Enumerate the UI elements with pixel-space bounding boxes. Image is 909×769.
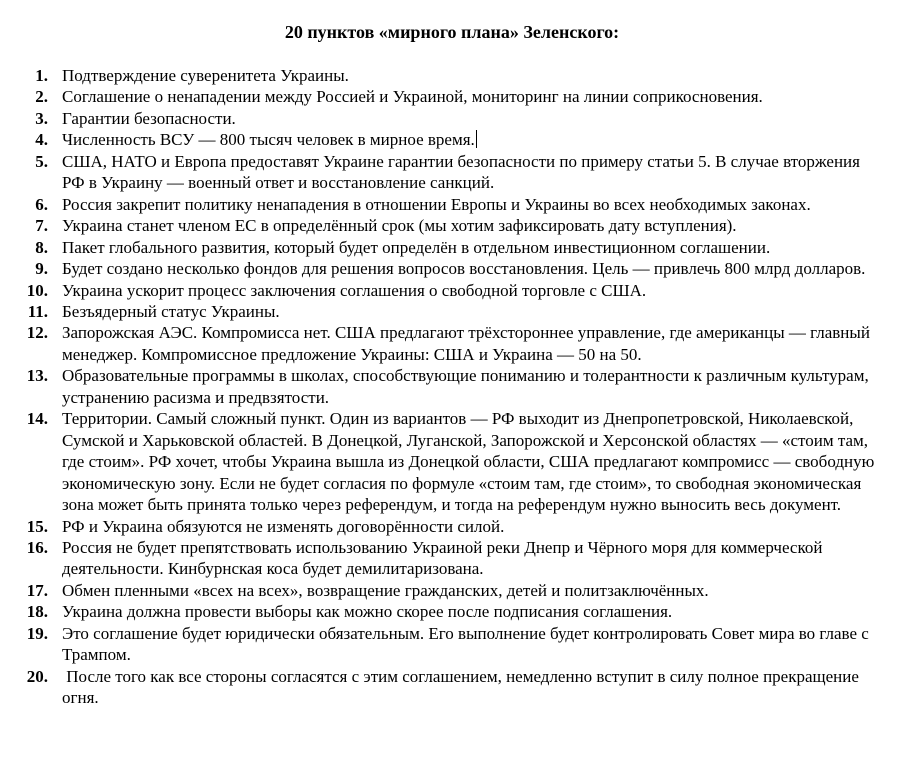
list-item-number: 2. [35,87,48,107]
text-caret [476,130,478,148]
list-item-number: 20. [26,666,48,686]
list-item[interactable] [20,258,884,279]
list-item[interactable] [20,516,884,537]
list-item-number: 7. [35,216,48,236]
list-item[interactable] [20,280,884,301]
list-item-text[interactable]: Безъядерный статус Украины. [62,301,280,321]
list-item[interactable] [20,666,884,709]
list-item[interactable] [20,129,884,150]
list-item-text[interactable]: Будет создано несколько фондов для решения вопросов восстановления. Цель — привлечь 800 млрд долларов. [62,259,866,279]
list-item-number: 8. [35,237,48,257]
list-item-number: 18. [26,602,48,622]
list-item-text[interactable]: Подтверждение суверенитета Украины. [62,66,349,85]
list-item[interactable] [20,537,884,580]
list-item[interactable] [20,601,884,622]
list-item-number: 13. [26,366,48,386]
list-item-number: 9. [35,259,48,279]
list-item[interactable] [20,108,884,129]
list-item-text[interactable]: После того как все стороны согласятся с этим соглашением, немедленно вступит в силу полное прекращение огня. [62,666,859,708]
list-item-text[interactable]: Украина ускорит процесс заключения соглашения о свободной торговле с США. [62,280,647,300]
list-item[interactable] [20,408,884,515]
list-item-text[interactable]: Это соглашение будет юридически обязательным. Его выполнение будет контролировать Совет мира во главе с Трампом. [62,623,869,665]
list-item-number: 17. [26,580,48,600]
list-item-text[interactable]: Украина должна провести выборы как можно скорее после подписания соглашения. [62,602,673,622]
numbered-list [20,65,884,709]
list-item-number: 14. [26,409,48,429]
document-title[interactable]: 20 пунктов «мирного плана» Зеленского: [284,22,620,42]
list-item-number: 4. [35,130,48,150]
list-item[interactable] [20,623,884,666]
list-item-text[interactable]: РФ и Украина обязуются не изменять договорённости силой. [62,516,505,536]
list-item-number: 10. [26,280,48,300]
list-item-text[interactable]: Россия не будет препятствовать использованию Украиной реки Днепр и Чёрного моря для коммерческой деятельности. Кинбурнская коса будет демилитаризована. [62,537,823,579]
list-item-number: 6. [35,194,48,214]
list-item-text[interactable]: Образовательные программы в школах, способствующие пониманию и толерантности к различным культурам, устранению расизма и предвзятости. [62,366,869,407]
list-item-text[interactable]: Численность ВСУ — 800 тысяч человек в мирное время. [62,129,884,150]
list-item[interactable] [20,237,884,258]
list-item-number: 5. [35,151,48,171]
list-item-number: 3. [35,108,48,128]
list-item-text[interactable]: Россия закрепит политику ненападения в отношении Европы и Украины во всех необходимых законах. [62,194,811,214]
list-item[interactable] [20,301,884,322]
list-item[interactable] [20,322,884,365]
list-item-number: 11. [27,301,48,321]
list-item[interactable] [20,65,884,86]
list-item-number: 16. [26,537,48,557]
list-item-text[interactable]: Обмен пленными «всех на всех», возвращение гражданских, детей и политзаключённых. [62,580,709,600]
list-item-number: 19. [26,623,48,643]
list-item-text[interactable]: Пакет глобального развития, который будет определён в отдельном инвестиционном соглашении. [62,237,771,257]
list-item-number: 12. [26,323,48,343]
list-item[interactable] [20,365,884,408]
list-item-text[interactable]: Соглашение о ненападении между Россией и Украиной, мониторинг на линии соприкосновения. [62,87,763,107]
list-item[interactable] [20,86,884,107]
list-item-number: 1. [35,66,48,85]
list-item[interactable] [20,151,884,194]
list-item-number: 15. [26,516,48,536]
list-item-text[interactable]: Украина станет членом ЕС в определённый срок (мы хотим зафиксировать дату вступления). [62,216,737,236]
list-item-text[interactable]: США, НАТО и Европа предоставят Украине гарантии безопасности по примеру статьи 5. В случае вторжения РФ в Украину — военный ответ и восстановление санкций. [62,151,860,193]
list-item-text[interactable]: Гарантии безопасности. [62,108,236,128]
list-item-text[interactable]: Территории. Самый сложный пункт. Один из вариантов — РФ выходит из Днепропетровской, Николаевской, Сумской и Харьковской областей. В Донецкой, Луганской, Запорожской и Херсонской областях — «стоим там, где стоим». РФ хочет, чтобы Украина вышла из Донецкой области, США предлагают компромисс — свободную экономическую зону. Если не будет согласия по формуле «стоим там, где стоим», то свободная экономическая зона может быть принята только через референдум, и тогда на референдум нужно выносить весь документ. [62,409,875,515]
list-item[interactable] [20,215,884,236]
list-item[interactable] [20,194,884,215]
list-item-text[interactable]: Запорожская АЭС. Компромисса нет. США предлагают трёхстороннее управление, где американцы — главный менеджер. Компромиссное предложение Украины: США и Украина — 50 на 50. [62,323,870,364]
list-item[interactable] [20,580,884,601]
